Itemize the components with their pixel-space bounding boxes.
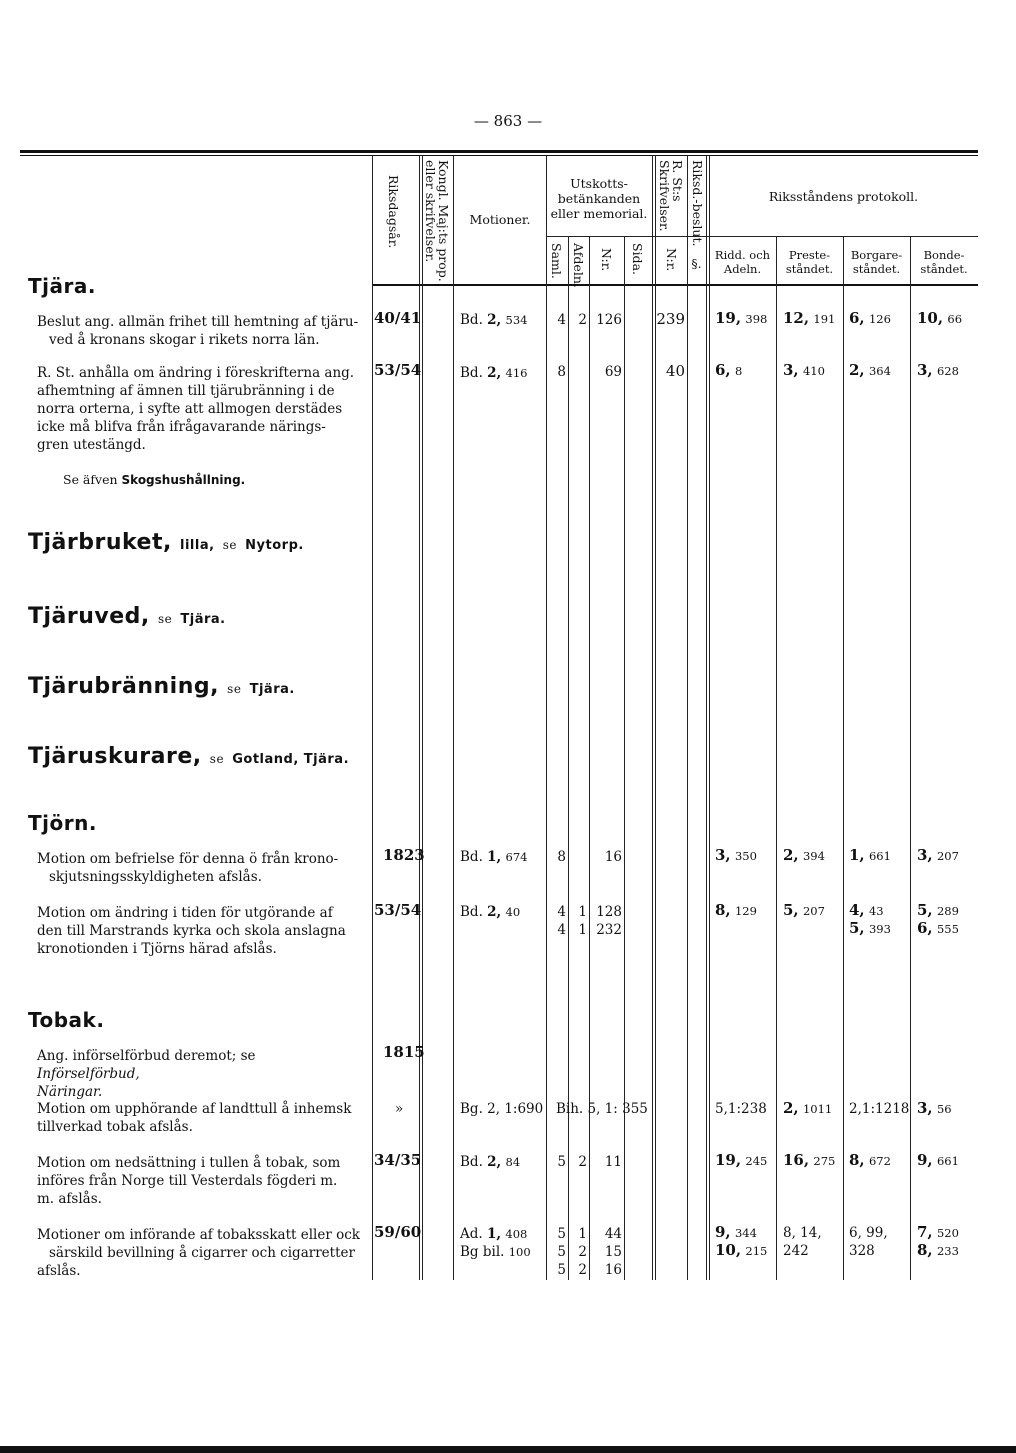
header-protokoll: Riksståndens protokoll.	[768, 189, 919, 204]
afdeln-value: 2	[578, 312, 587, 328]
col-line	[589, 237, 590, 1280]
header-prest-2: ståndet.	[785, 262, 834, 276]
section-heading: Tjörn.	[28, 811, 97, 835]
ridd-value: 3, 350	[715, 846, 757, 864]
rst-nr-value: 40	[665, 362, 685, 380]
motion-ref: Bd. 2, 534	[460, 312, 528, 328]
borg-value: 1, 661	[849, 846, 891, 864]
saml-value: 4	[557, 904, 566, 920]
rst-nr-value: 239	[656, 310, 685, 328]
entry-year: »	[395, 1101, 404, 1117]
motion-ref: Bd. 2, 40	[460, 904, 521, 920]
ridd-value: 6, 8	[715, 361, 743, 379]
page-number: — 863 —	[473, 112, 543, 130]
afdeln-value: 2	[578, 1262, 587, 1278]
top-rule-thin	[20, 155, 978, 156]
borg-value: 5, 393	[849, 919, 891, 937]
ridd-value: 19, 245	[715, 1151, 768, 1169]
entry-year: 53/54	[374, 901, 422, 919]
bonde-value: 10, 66	[917, 309, 963, 327]
entry-description: Motioner om införande af tobaksskatt eller ock särskild bevillning å cigarrer och cigarretter afslås.	[37, 1227, 360, 1279]
motion-ref: Bg bil. 100	[460, 1244, 531, 1260]
prest-value: 2, 1011	[783, 1099, 833, 1117]
nr-value: 128	[596, 904, 622, 920]
bonde-value: 3, 628	[917, 361, 959, 379]
header-utskott-1: Utskotts-	[570, 176, 628, 191]
saml-value: 5	[557, 1226, 566, 1242]
nr-value: 126	[596, 312, 622, 328]
utskott-sub-rule	[546, 236, 655, 237]
afdeln-value: 1	[578, 1226, 587, 1242]
col-line	[843, 237, 844, 1280]
borg-value: 8, 672	[849, 1151, 891, 1169]
utskott-ref: Bih. 5, 1: 355	[556, 1101, 648, 1117]
nr-value: 15	[604, 1244, 622, 1260]
col-line	[372, 155, 373, 1280]
borg-value: 2, 364	[849, 361, 891, 379]
borg-value: 328	[849, 1243, 875, 1259]
header-rst-nr: N:r.	[664, 248, 679, 272]
prest-value: 2, 394	[783, 846, 825, 864]
prest-value: 242	[783, 1243, 809, 1259]
saml-value: 5	[557, 1244, 566, 1260]
motion-ref: Ad. 1, 408	[460, 1226, 528, 1242]
bonde-value: 3, 207	[917, 846, 959, 864]
header-motioner: Motioner.	[469, 212, 531, 227]
ridd-value: 8, 129	[715, 901, 757, 919]
col-line	[910, 237, 911, 1280]
section-heading: Tjäruved, se Tjära.	[28, 604, 226, 629]
entry-description: Motion om ändring i tiden för utgörande af den till Marstrands kyrka och skola anslagna kronotionden i Tjörns härad afslås.	[37, 905, 346, 957]
header-ridd-1: Ridd. och	[714, 248, 771, 262]
motion-ref: Bg. 2, 1:690	[460, 1101, 544, 1117]
prest-value: 8, 14,	[783, 1225, 822, 1241]
col-line	[624, 237, 625, 1280]
borg-value: 6, 126	[849, 309, 891, 327]
section-heading: Tjärubränning, se Tjära.	[28, 674, 295, 699]
bonde-value: 9, 661	[917, 1151, 959, 1169]
header-kongl-2: eller skrifvelser.	[423, 160, 438, 263]
col-line	[568, 237, 569, 1280]
bonde-value: 8, 233	[917, 1241, 959, 1259]
header-utskott-2: betänkanden	[557, 191, 641, 206]
saml-value: 5	[557, 1262, 566, 1278]
entry-description: Ang. införselförbud deremot; se Införselförbud, Näringar.	[37, 1048, 256, 1100]
entry-description: Motion om upphörande af landttull å inhemsk tillverkad tobak afslås.	[37, 1101, 352, 1135]
entry-description: Motion om nedsättning i tullen å tobak, som införes från Norge till Vesterdals fögderi m. m. afslås.	[37, 1155, 341, 1207]
header-sida: Sida.	[630, 243, 645, 275]
prest-value: 3, 410	[783, 361, 825, 379]
col-line	[776, 237, 777, 1280]
prest-value: 12, 191	[783, 309, 836, 327]
entry-year: 1823	[383, 846, 425, 864]
saml-value: 8	[557, 364, 566, 380]
afdeln-value: 1	[578, 904, 587, 920]
saml-value: 4	[557, 922, 566, 938]
col-line	[687, 155, 688, 1280]
col-line	[652, 155, 653, 1280]
header-rule	[372, 284, 978, 286]
entry-description: R. St. anhålla om ändring i föreskrifterna ang. afhemtning af ämnen till tjärubränning i de norra orterna, i syfte att allmogen derstädes icke må blifva från ifrågavarande närings- gren utestängd.	[37, 365, 355, 453]
header-prest-1: Preste-	[788, 248, 831, 262]
header-rst-1: R. St:s	[670, 160, 685, 202]
header-riksdagsar: Riksdagsår.	[386, 175, 401, 249]
col-line	[422, 155, 423, 1280]
entry-description: Motion om befrielse för denna ö från krono- skjutsningsskyldigheten afslås.	[37, 851, 339, 885]
entry-year: 34/35	[374, 1151, 422, 1169]
section-heading: Tjäruskurare, se Gotland, Tjära.	[28, 744, 350, 769]
top-rule	[20, 150, 978, 153]
col-line	[706, 155, 707, 1280]
prest-value: 5, 207	[783, 901, 825, 919]
header-bonde-2: ståndet.	[920, 262, 968, 276]
borg-value: 6, 99,	[849, 1225, 888, 1241]
section-heading: Tobak.	[28, 1008, 105, 1032]
see-also: Se äfven Skogshushållning.	[63, 472, 246, 487]
bonde-value: 3, 56	[917, 1099, 952, 1117]
nr-value: 11	[604, 1154, 622, 1170]
saml-value: 8	[557, 849, 566, 865]
ridd-value: 5,1:238	[715, 1101, 767, 1117]
entry-year: 53/54	[374, 361, 422, 379]
entry-year: 59/60	[374, 1223, 422, 1241]
entry-year: 40/41	[374, 309, 422, 327]
prest-value: 16, 275	[783, 1151, 836, 1169]
header-borg-1: Borgare-	[850, 248, 903, 262]
bonde-value: 6, 555	[917, 919, 959, 937]
afdeln-value: 1	[578, 922, 587, 938]
header-saml: Saml.	[549, 243, 564, 279]
col-line	[453, 155, 454, 1280]
header-borg-2: ståndet.	[852, 262, 901, 276]
nr-value: 69	[604, 364, 622, 380]
nr-value: 16	[604, 849, 622, 865]
entry-year: 1815	[383, 1043, 425, 1061]
header-paragraph: §.	[691, 256, 702, 271]
header-nr: N:r.	[599, 248, 614, 272]
afdeln-value: 2	[578, 1244, 587, 1260]
header-rst-2: Skrifvelser.	[657, 160, 672, 232]
nr-value: 44	[604, 1226, 622, 1242]
saml-value: 4	[557, 312, 566, 328]
saml-value: 5	[557, 1154, 566, 1170]
ridd-value: 10, 215	[715, 1241, 768, 1259]
nr-value: 232	[596, 922, 622, 938]
bottom-rule	[0, 1446, 1016, 1453]
header-ridd-2: Adeln.	[723, 262, 762, 276]
section-heading: Tjära.	[28, 274, 96, 298]
motion-ref: Bd. 2, 84	[460, 1154, 521, 1170]
nr-value: 16	[604, 1262, 622, 1278]
header-utskott-3: eller memorial.	[550, 206, 648, 221]
header-kongl-1: Kongl. Maj:ts prop.	[436, 160, 451, 282]
col-line	[709, 155, 710, 1280]
section-heading: Tjärbruket, lilla, se Nytorp.	[28, 530, 304, 555]
motion-ref: Bd. 1, 674	[460, 849, 528, 865]
motion-ref: Bd. 2, 416	[460, 365, 528, 381]
header-bonde-1: Bonde-	[923, 248, 965, 262]
ridd-value: 9, 344	[715, 1223, 757, 1241]
header-afdeln: Afdeln.	[571, 243, 586, 288]
afdeln-value: 2	[578, 1154, 587, 1170]
ridd-value: 19, 398	[715, 309, 768, 327]
bonde-value: 5, 289	[917, 901, 959, 919]
borg-value: 2,1:1218	[849, 1101, 910, 1117]
header-riksd-beslut: Riksd.-beslut.	[690, 160, 705, 247]
bonde-value: 7, 520	[917, 1223, 959, 1241]
borg-value: 4, 43	[849, 901, 884, 919]
entry-description: Beslut ang. allmän frihet till hemtning af tjäru- ved å kronans skogar i rikets norra län.	[37, 314, 359, 348]
